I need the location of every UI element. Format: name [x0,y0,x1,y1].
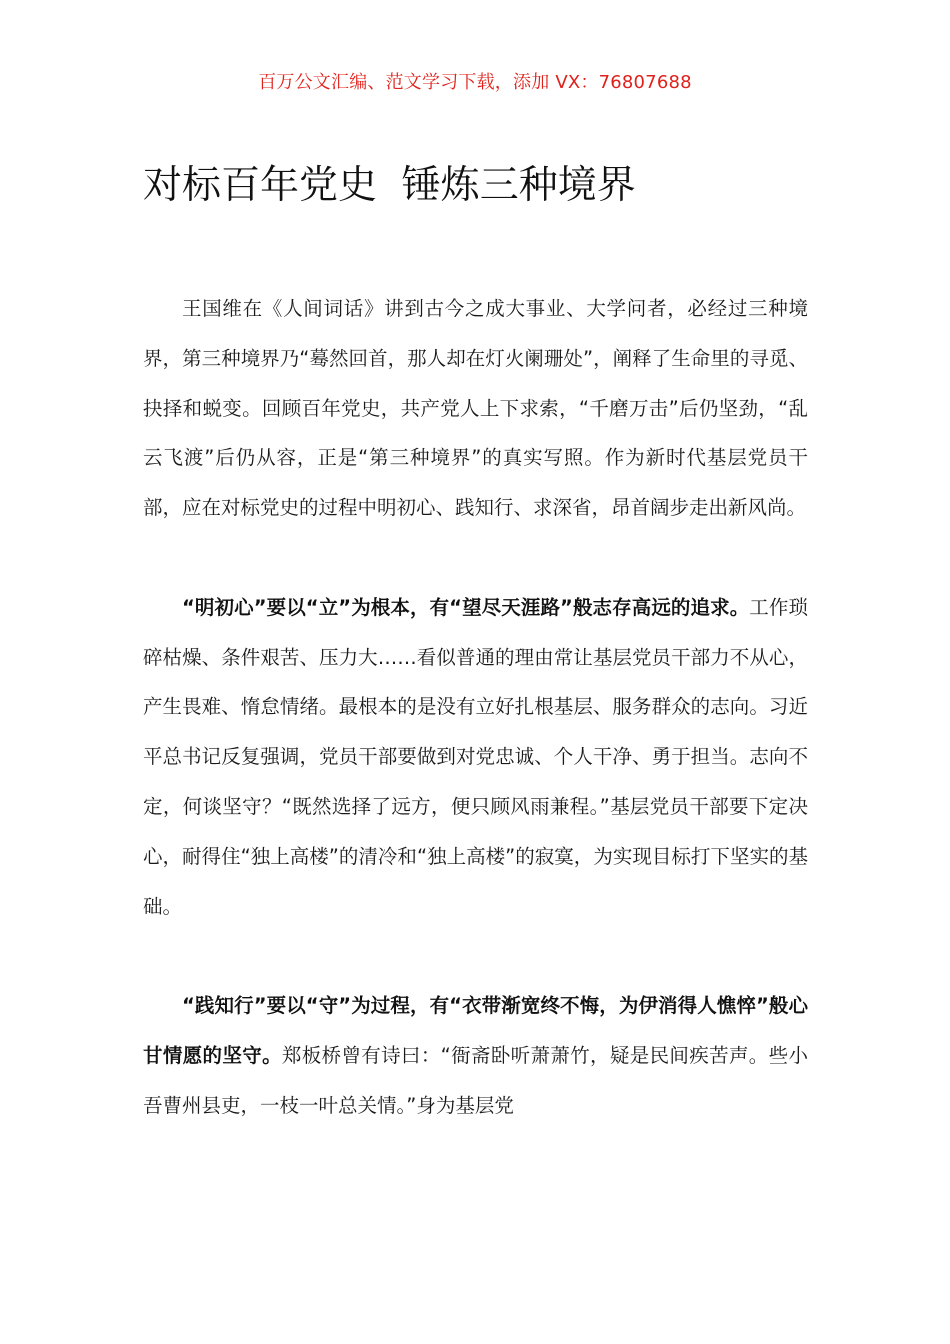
section-paragraph-2 [143,981,808,1130]
page-title: 对标百年党史 锤炼三种境界 [143,163,636,208]
paragraph-body: 郑板桥曾有诗曰：“衙斋卧听萧萧竹，疑是民间疾苦声。些小吾曹州县吏，一枝一叶总关情。”身为基层党 [143,1043,808,1117]
article-body [143,284,808,1131]
header-note: 百万公文汇编、范文学习下载，添加 VX：76807688 [258,72,692,93]
section-paragraph-1 [143,583,808,932]
paragraph-lead: “明初心”要以“立”为根本，有“望尽天涯路”般志存高远的追求。 [182,595,750,619]
paragraph-lead: “践知行”要以“守”为过程，有“衣带渐宽终不悔，为伊消得人憔悴”般心甘情愿的坚守。 [143,994,808,1067]
intro-paragraph [143,284,808,533]
paragraph-body: 工作琐碎枯燥、条件艰苦、压力大……看似普通的理由常让基层党员干部力不从心，产生畏难、惰怠情绪。最根本的是没有立好扎根基层、服务群众的志向。习近平总书记反复强调，党员干部要做到对党忠诚、个人干净、勇于担当。志向不定，何谈坚守？“既然选择了远方，便只顾风雨兼程。”基层党员干部要下定决心，耐得住“独上高楼”的清冷和“独上高楼”的寂寞，为实现目标打下坚实的基础。 [143,595,808,918]
paragraph-body: 王国维在《人间词话》讲到古今之成大事业、大学问者，必经过三种境界，第三种境界乃“蓦然回首，那人却在灯火阑珊处”，阐释了生命里的寻觅、抉择和蜕变。回顾百年党史，共产党人上下求索，“千磨万击”后仍坚劲，“乱云飞渡”后仍从容，正是“第三种境界”的真实写照。作为新时代基层党员干部，应在对标党史的过程中明初心、践知行、求深省，昂首阔步走出新风尚。 [143,297,808,520]
